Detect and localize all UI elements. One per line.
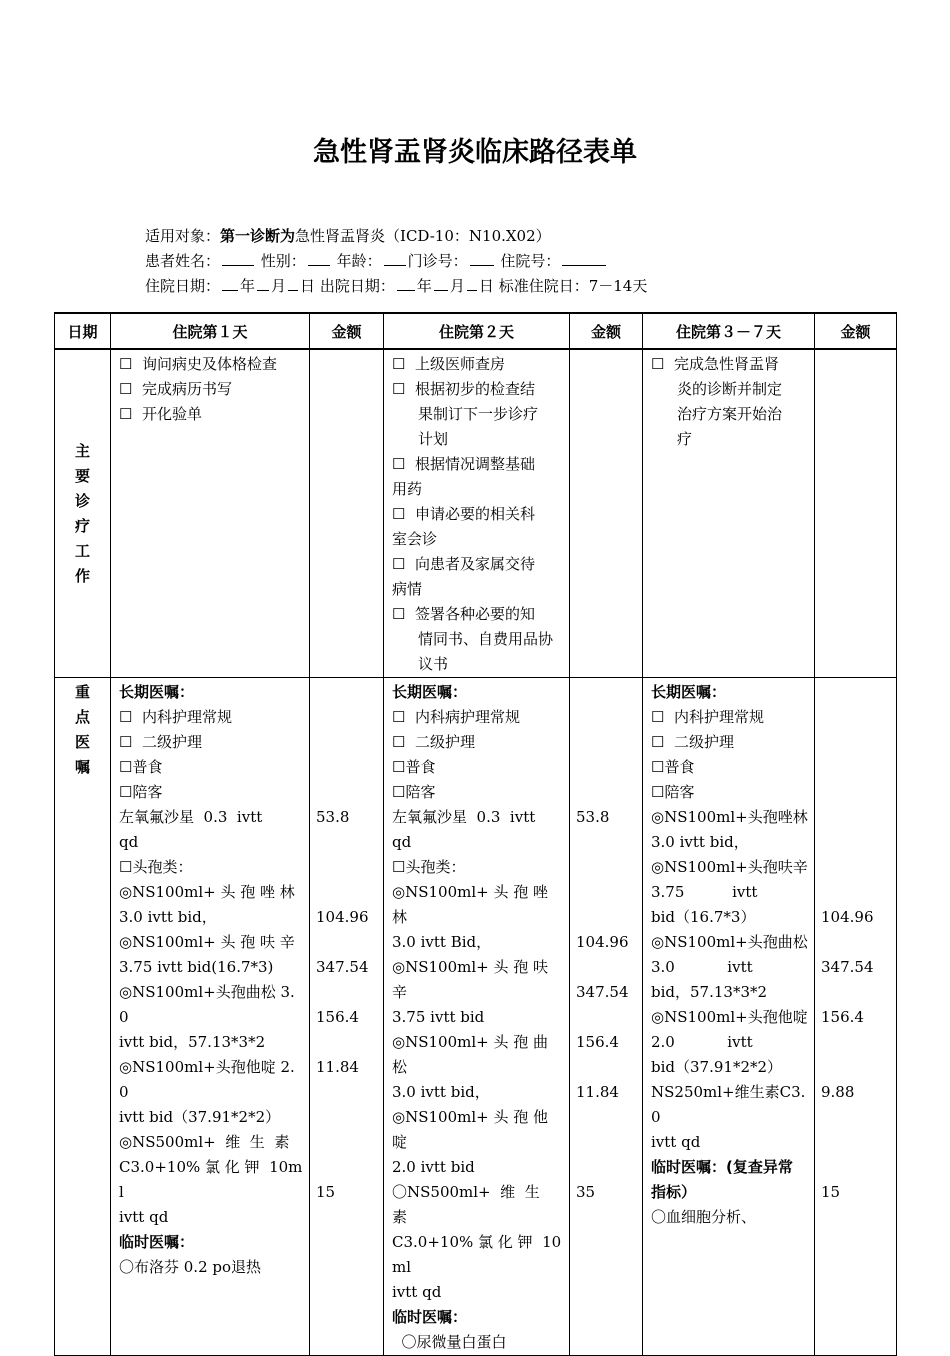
amount-value: 347.54 <box>316 958 369 976</box>
order-line: NS250ml+维生素C3.0 <box>651 1083 806 1126</box>
header-day1: 住院第１天 <box>111 313 310 349</box>
order-line: ◎NS100ml+ 头 孢 呋 辛 <box>119 933 295 951</box>
clinic-no-label: 门诊号： <box>407 252 468 270</box>
order-line: 疗 <box>677 430 693 448</box>
order-line: 室会诊 <box>392 530 438 548</box>
order-line: ☐普食 <box>651 758 695 776</box>
admit-year-field[interactable] <box>222 276 238 291</box>
amount-value <box>576 780 638 805</box>
order-line: 病情 <box>392 580 423 598</box>
header-day2: 住院第２天 <box>384 313 570 349</box>
order-line: 长期医嘱： <box>119 683 195 701</box>
cell-amount2-orders <box>570 678 643 1356</box>
order-line: ivtt qd <box>392 1283 442 1301</box>
order-line: ◎NS100ml+ 头 孢 呋 辛 <box>392 958 553 1001</box>
header-day3-7: 住院第３－７天 <box>643 313 815 349</box>
amount-value <box>316 755 379 780</box>
amount-value <box>316 780 379 805</box>
amount-value <box>316 930 379 955</box>
amount-value: 11.84 <box>576 1083 619 1101</box>
order-line: ◎NS100ml+头孢曲松 3.0 <box>119 983 295 1026</box>
order-line: ◎NS100ml+头孢唑林 <box>651 808 808 826</box>
amount-value <box>576 755 638 780</box>
year-label: 年 <box>416 277 432 295</box>
amount-value <box>316 705 379 730</box>
cell-amount1-work <box>310 349 384 678</box>
row-label-char: 嘱 <box>74 758 90 776</box>
cell-day1-work <box>111 349 310 678</box>
order-line: bid，57.13*3*2 <box>651 983 768 1001</box>
order-line: 临时医嘱：(复查异常 <box>651 1158 793 1176</box>
order-line: ☐陪客 <box>392 783 436 801</box>
amount-value <box>821 780 892 805</box>
order-line: 临时医嘱： <box>392 1308 468 1326</box>
order-line: bid（16.7*3） <box>651 908 756 926</box>
order-line: 〇尿微量白蛋白 <box>392 1333 507 1351</box>
order-line: 计划 <box>418 430 449 448</box>
order-line: ☐ 内科护理常规 <box>119 708 232 726</box>
discharge-year-field[interactable] <box>397 276 415 291</box>
order-line: ivtt qd <box>651 1133 701 1151</box>
day-label: 日 <box>300 277 316 295</box>
amount-value <box>576 730 638 755</box>
amount-value <box>316 1155 379 1180</box>
amount-value <box>316 830 379 855</box>
discharge-month-field[interactable] <box>434 276 448 291</box>
amount-value: 347.54 <box>821 958 874 976</box>
table-header-row <box>55 313 897 349</box>
order-line: 3.0 ivtt bid， <box>651 833 749 851</box>
row-label-char: 点 <box>74 708 90 726</box>
header-amount1: 金额 <box>310 313 384 349</box>
order-line: ivtt bid，57.13*3*2 <box>119 1033 266 1051</box>
order-line: 3.0 ivtt <box>651 958 753 976</box>
order-line: ☐ 上级医师查房 <box>392 355 505 373</box>
order-line: 3.0 ivtt Bid， <box>392 933 492 951</box>
order-line: C3.0+10% 氯 化 钾 10ml <box>119 1158 303 1201</box>
order-line: ☐ 根据初步的检查结 <box>392 380 535 398</box>
amount-value <box>821 1030 892 1055</box>
amount-value: 35 <box>576 1183 596 1201</box>
row-label-main-work <box>55 349 111 678</box>
amount-value <box>821 1055 892 1080</box>
row-label-char: 疗 <box>74 516 90 535</box>
header-amount3: 金额 <box>815 313 897 349</box>
subject-bold: 第一诊断为 <box>220 227 296 245</box>
dates-line <box>145 274 647 299</box>
amount-value <box>821 755 892 780</box>
order-line: ◎NS100ml+头孢呋辛 <box>651 858 808 876</box>
amount-value: 104.96 <box>821 908 874 926</box>
admit-month-field[interactable] <box>257 276 269 291</box>
amount-value <box>821 805 892 830</box>
amount-value: 15 <box>821 1183 841 1201</box>
order-line: 左氧氟沙星 0.3 ivtt <box>392 808 536 826</box>
amount-value <box>316 855 379 880</box>
clinical-pathway-table <box>54 312 897 1356</box>
order-line: 3.75 ivtt <box>651 883 758 901</box>
row-label-char: 主 <box>74 441 90 460</box>
amount-value <box>576 1005 638 1030</box>
amount-value: 104.96 <box>576 933 629 951</box>
amount-value <box>576 1105 638 1130</box>
amount-value <box>821 930 892 955</box>
order-line: ☐ 签署各种必要的知 <box>392 605 535 623</box>
cell-amount2-work <box>570 349 643 678</box>
order-line: 长期医嘱： <box>651 683 727 701</box>
cell-day1-orders <box>111 678 310 1356</box>
cell-amount1-orders <box>310 678 384 1356</box>
amount-value <box>821 705 892 730</box>
discharge-date-label: 出院日期： <box>319 277 395 295</box>
patient-name-label: 患者姓名： <box>145 252 221 270</box>
order-line: 〇血细胞分析、 <box>651 1208 757 1226</box>
amount-value <box>821 980 892 1005</box>
patient-name-field[interactable] <box>222 251 254 266</box>
amount-value <box>316 1105 379 1130</box>
order-line: ☐ 申请必要的相关科 <box>392 505 535 523</box>
amount-value <box>576 905 638 930</box>
header-amount2: 金额 <box>570 313 643 349</box>
order-line: 炎的诊断并制定 <box>677 380 783 398</box>
amount-value <box>821 1130 892 1155</box>
order-line: ivtt qd <box>119 1208 169 1226</box>
order-line: 情同书、自费用品协 <box>418 630 554 648</box>
admit-date-label: 住院日期： <box>145 277 221 295</box>
amount-value: 347.54 <box>576 983 629 1001</box>
subject-label: 适用对象： <box>145 227 221 245</box>
amount-value: 156.4 <box>316 1008 359 1026</box>
row-key-orders <box>55 678 897 1356</box>
order-line: ◎NS100ml+头孢他啶 <box>651 1008 808 1026</box>
row-label-char: 要 <box>74 466 90 485</box>
row-label-char: 重 <box>74 683 90 701</box>
page-title: 急性肾盂肾炎临床路径表单 <box>313 137 637 168</box>
amount-value: 11.84 <box>316 1058 359 1076</box>
row-label-char: 医 <box>74 733 90 751</box>
row-label-key-orders <box>55 678 111 1356</box>
clinic-no-field[interactable] <box>470 251 494 266</box>
cell-day3-work <box>643 349 815 678</box>
order-line: ☐ 完成急性肾盂肾 <box>651 355 779 373</box>
admit-day-field[interactable] <box>288 276 298 291</box>
order-line: 议书 <box>418 655 449 673</box>
row-label-char: 作 <box>74 566 90 585</box>
amount-value <box>821 680 892 705</box>
row-label-char: 工 <box>74 541 90 560</box>
order-line: ☐ 开化验单 <box>119 405 202 423</box>
order-line: ☐ 二级护理 <box>119 733 202 751</box>
order-line: 2.0 ivtt <box>651 1033 753 1051</box>
amount-value: 53.8 <box>576 808 610 826</box>
admission-no-label: 住院号： <box>500 252 561 270</box>
order-line: ◎NS100ml+ 头 孢 唑 林 <box>392 883 553 926</box>
order-line: 左氧氟沙星 0.3 ivtt <box>119 808 263 826</box>
day-label: 日 <box>478 277 494 295</box>
order-line: ☐陪客 <box>119 783 163 801</box>
order-line: ◎NS100ml+ 头 孢 唑 林 <box>119 883 295 901</box>
order-line: bid（37.91*2*2） <box>651 1058 783 1076</box>
row-label-text <box>55 680 110 780</box>
cell-day2-work <box>384 349 570 678</box>
patient-info-line <box>145 249 608 274</box>
order-line: ☐ 二级护理 <box>651 733 734 751</box>
order-line: ☐陪客 <box>651 783 695 801</box>
subject-diagnosis: 急性肾盂肾炎（ICD-10：N10.X02） <box>295 227 551 245</box>
order-line: ☐ 完成病历书写 <box>119 380 232 398</box>
amount-value <box>316 730 379 755</box>
year-label: 年 <box>240 277 256 295</box>
order-line: 3.75 ivtt bid <box>392 1008 485 1026</box>
cell-day2-orders <box>384 678 570 1356</box>
order-line: 指标） <box>651 1183 697 1201</box>
order-line: 〇布洛芬 0.2 po退热 <box>119 1258 262 1276</box>
cell-amount3-orders <box>815 678 897 1356</box>
order-line: 3.0 ivtt bid， <box>392 1083 490 1101</box>
order-line: ☐头孢类： <box>392 858 466 876</box>
amount-value <box>576 1055 638 1080</box>
amount-value: 156.4 <box>576 1033 619 1051</box>
order-line: ivtt bid（37.91*2*2） <box>119 1108 281 1126</box>
order-line: ◎NS500ml+ 维 生 素 <box>119 1133 290 1151</box>
discharge-day-field[interactable] <box>467 276 477 291</box>
cell-amount3-work <box>815 349 897 678</box>
standard-stay: 标准住院日：7－14天 <box>498 277 648 295</box>
order-line: 3.0 ivtt bid， <box>119 908 217 926</box>
order-line: C3.0+10% 氯 化 钾 10ml <box>392 1233 562 1276</box>
order-line: qd <box>119 833 139 851</box>
order-line: 〇NS500ml+ 维 生 素 <box>392 1183 550 1226</box>
amount-value <box>576 705 638 730</box>
amount-value <box>821 880 892 905</box>
admission-no-field[interactable] <box>562 251 606 266</box>
amount-value <box>576 855 638 880</box>
row-label-text <box>55 439 110 589</box>
cell-day3-orders <box>643 678 815 1356</box>
row-label-char: 诊 <box>74 491 90 510</box>
amount-value <box>576 830 638 855</box>
amount-value <box>316 1130 379 1155</box>
amount-value <box>316 980 379 1005</box>
order-line: 2.0 ivtt bid <box>392 1158 475 1176</box>
order-line: 用药 <box>392 480 423 498</box>
amount-value <box>821 1105 892 1130</box>
order-line: 长期医嘱： <box>392 683 468 701</box>
amount-value <box>821 730 892 755</box>
order-line: 3.75 ivtt bid(16.7*3) <box>119 958 274 976</box>
amount-value: 9.88 <box>821 1083 855 1101</box>
order-line: ☐ 内科病护理常规 <box>392 708 520 726</box>
order-line: ◎NS100ml+ 头 孢 曲 松 <box>392 1033 553 1076</box>
order-line: ☐普食 <box>392 758 436 776</box>
amount-value <box>821 855 892 880</box>
amount-value <box>316 680 379 705</box>
amount-value <box>821 830 892 855</box>
order-line: ◎NS100ml+ 头 孢 他 啶 <box>392 1108 553 1151</box>
order-line: 临时医嘱： <box>119 1233 195 1251</box>
amount-value <box>316 1030 379 1055</box>
amount-value <box>576 680 638 705</box>
order-line: 果制订下一步诊疗 <box>418 405 539 423</box>
month-label: 月 <box>449 277 465 295</box>
order-line: ☐ 二级护理 <box>392 733 475 751</box>
order-line: ☐ 内科护理常规 <box>651 708 764 726</box>
amount-value: 104.96 <box>316 908 369 926</box>
applicable-subject-line <box>145 224 551 249</box>
gender-field[interactable] <box>308 251 330 266</box>
amount-value: 53.8 <box>316 808 350 826</box>
amount-value <box>316 1080 379 1105</box>
row-main-work <box>55 349 897 678</box>
amount-value <box>576 1155 638 1180</box>
order-line: qd <box>392 833 412 851</box>
order-line: ☐头孢类： <box>119 858 193 876</box>
order-line: ☐ 询问病史及体格检查 <box>119 355 277 373</box>
order-line: ◎NS100ml+头孢曲松 <box>651 933 808 951</box>
amount-value: 15 <box>316 1183 336 1201</box>
gender-label: 性别： <box>260 252 306 270</box>
order-line: ☐普食 <box>119 758 163 776</box>
order-line: 治疗方案开始治 <box>677 405 783 423</box>
order-line: ☐ 向患者及家属交待 <box>392 555 535 573</box>
order-line: ◎NS100ml+头孢他啶 2.0 <box>119 1058 295 1101</box>
amount-value <box>576 955 638 980</box>
header-date: 日期 <box>55 313 111 349</box>
age-label: 年龄： <box>336 252 382 270</box>
amount-value <box>316 880 379 905</box>
amount-value <box>576 880 638 905</box>
amount-value <box>821 1155 892 1180</box>
amount-value <box>576 1130 638 1155</box>
order-line: ☐ 根据情况调整基础 <box>392 455 535 473</box>
month-label: 月 <box>271 277 287 295</box>
amount-value: 156.4 <box>821 1008 864 1026</box>
age-field[interactable] <box>384 251 406 266</box>
